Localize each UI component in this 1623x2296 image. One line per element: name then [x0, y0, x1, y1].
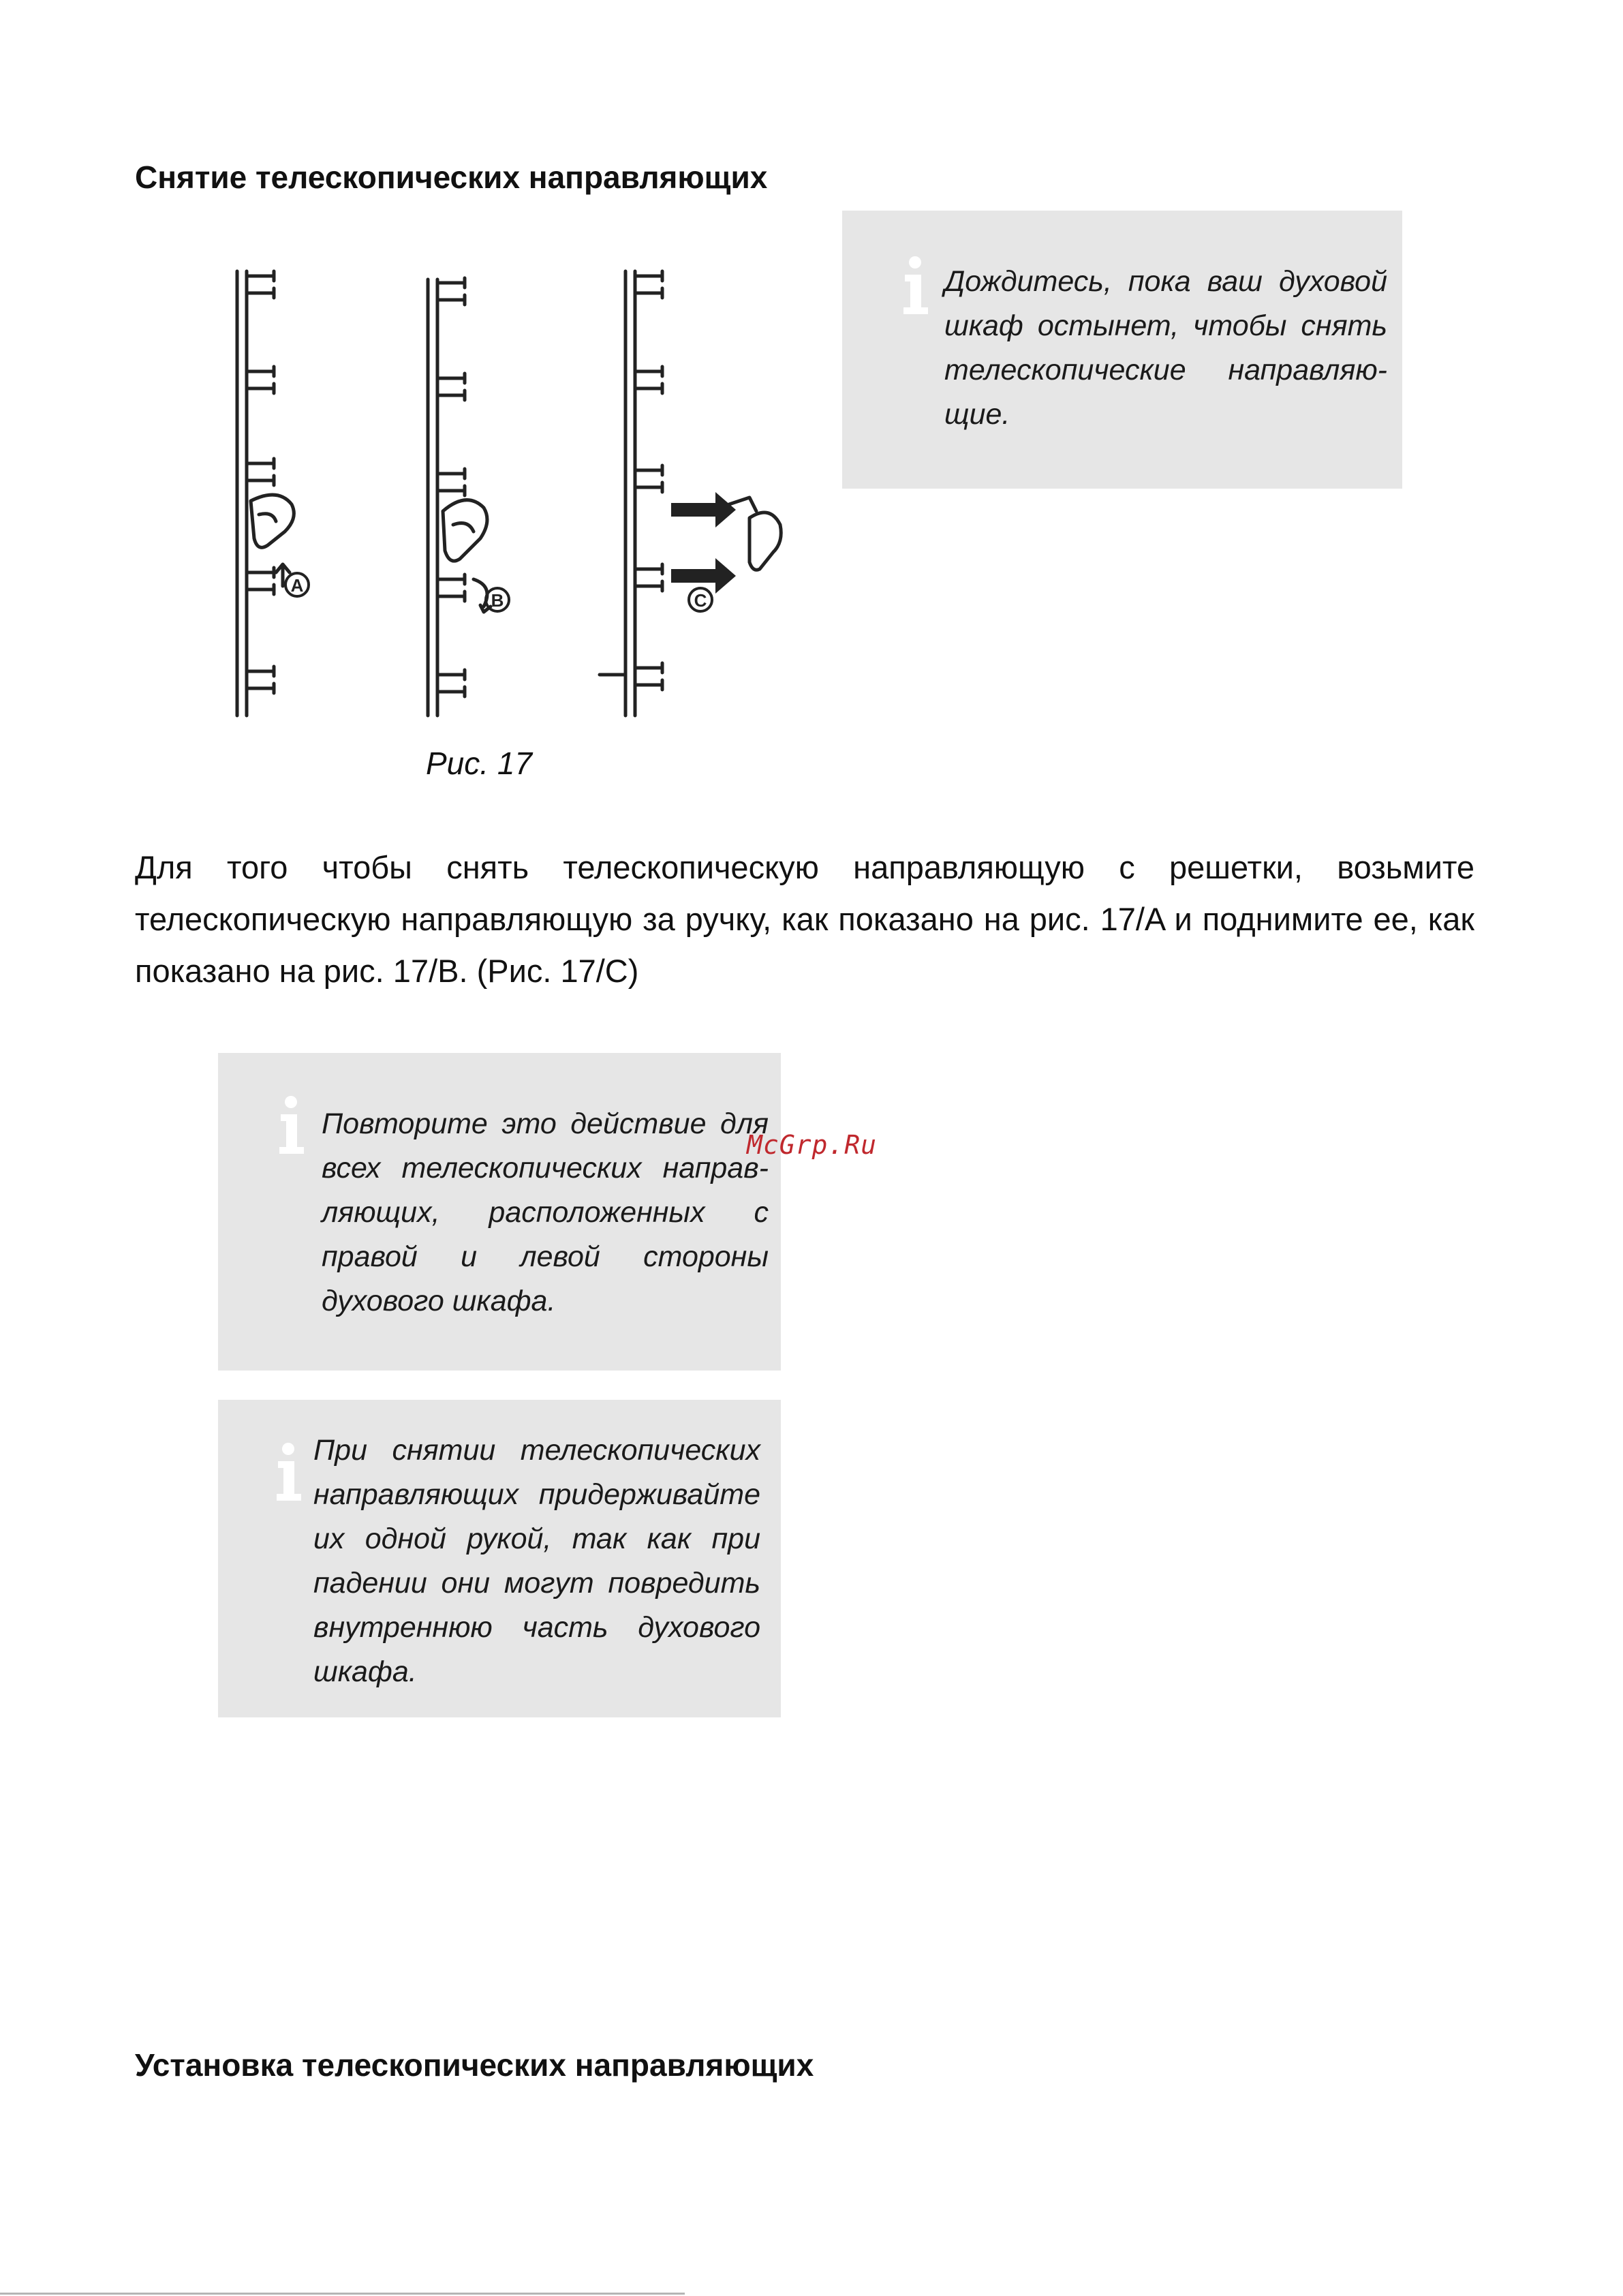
- rail-removal-illustration: [211, 245, 797, 736]
- figure-label-a: A: [290, 575, 304, 596]
- figure-label-b: B: [491, 590, 504, 611]
- info-icon: [274, 1095, 308, 1157]
- page-bottom-rule: [0, 2293, 685, 2295]
- figure-caption: Рис. 17: [426, 746, 532, 781]
- info-icon: [898, 256, 932, 317]
- note-hold-text: При снятии телескопических направляющих придерживайте их одной рукой, так как при падении они могут повредить внутреннюю часть духового шкафа.: [313, 1434, 760, 1688]
- section-title-install: Установка телескопических направляющих: [135, 2047, 814, 2083]
- note-repeat: [218, 1053, 781, 1371]
- figure-17: [211, 245, 797, 736]
- note-wait-cool-text: Дождитесь, пока ваш духовой шкаф остынет, чтобы снять телескопические направляю-щие.: [944, 265, 1387, 431]
- rail-c: [600, 271, 781, 716]
- note-hold: [218, 1400, 781, 1717]
- watermark: McGrp.Ru: [747, 1130, 878, 1160]
- removal-arrows: [671, 492, 736, 594]
- section-title-removal: Снятие телескопических направляющих: [135, 159, 768, 195]
- removal-instruction: Для того чтобы снять телескопическую направляющую с решетки, возьмите телескопическую направляющую за ручку, как показано на рис. 17/A и поднимите ее, как показано на рис. 17/B. (Рис. 17/C): [135, 849, 1474, 989]
- rail-a: [237, 271, 294, 716]
- info-icon: [271, 1442, 305, 1503]
- note-wait-cool: [842, 211, 1402, 489]
- note-repeat-text: Повторите это действие для всех телескопических направ-ляющих, расположенных с правой и левой стороны духового шкафа.: [322, 1107, 769, 1317]
- rail-b: [428, 278, 491, 716]
- figure-label-c: C: [694, 590, 707, 611]
